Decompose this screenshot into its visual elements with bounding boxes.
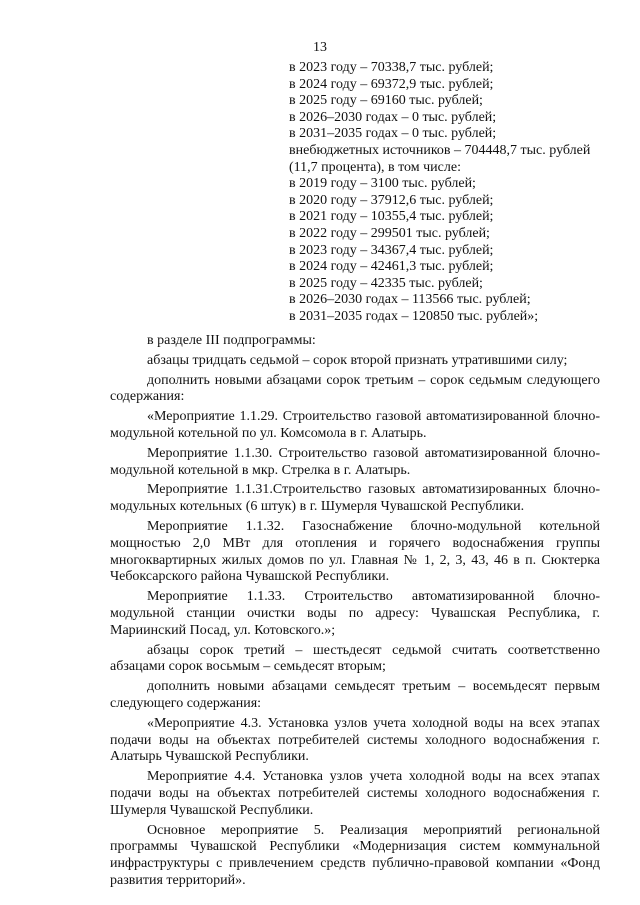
- funding-line: в 2024 году – 69372,9 тыс. рублей;: [289, 76, 494, 92]
- funding-line: в 2026–2030 годах – 113566 тыс. рублей;: [289, 292, 531, 308]
- funding-list: [289, 60, 601, 326]
- main-text: [110, 333, 600, 893]
- paragraph: в разделе III подпрограммы:: [147, 333, 316, 348]
- paragraph: «Мероприятие 1.1.29. Строительство газовой автоматизированной блочно-модульной котельной по ул. Комсомола в г. Алатырь.: [110, 409, 600, 441]
- paragraph: Мероприятие 1.1.32. Газоснабжение блочно-модульной котельной мощностью 2,0 МВт для отопления и горячего водоснабжения группы многоквартирных жилых домов по ул. Главная № 1, 2, 3, 43, 46 в п. Сюктерка Чебоксарского района Чувашской Республики.: [110, 518, 600, 585]
- paragraph: абзацы тридцать седьмой – сорок второй признать утратившими силу;: [147, 352, 568, 368]
- funding-line: в 2024 году – 42461,3 тыс. рублей;: [289, 259, 494, 275]
- funding-line: в 2020 году – 37912,6 тыс. рублей;: [289, 192, 494, 208]
- page-number: 13: [313, 40, 327, 55]
- funding-line: в 2019 году – 3100 тыс. рублей;: [289, 176, 476, 192]
- funding-line: в 2022 году – 299501 тыс. рублей;: [289, 225, 490, 241]
- funding-line: в 2031–2035 годах – 120850 тыс. рублей»;: [289, 308, 539, 324]
- funding-line: в 2023 году – 70338,7 тыс. рублей;: [289, 60, 494, 75]
- funding-line: в 2021 году – 10355,4 тыс. рублей;: [289, 209, 494, 225]
- funding-line: в 2031–2035 годах – 0 тыс. рублей;: [289, 126, 497, 142]
- paragraph: дополнить новыми абзацами семьдесят третьим – восемьдесят первым следующего содержания:: [110, 679, 600, 711]
- funding-line: в 2025 году – 69160 тыс. рублей;: [289, 93, 483, 109]
- funding-line: в 2025 году – 42335 тыс. рублей;: [289, 275, 483, 291]
- funding-line: в 2026–2030 годах – 0 тыс. рублей;: [289, 109, 497, 125]
- paragraph: «Мероприятие 4.3. Установка узлов учета холодной воды на всех этапах подачи воды на объектах потребителей системы холодного водоснабжения г. Алатырь Чувашской Республики.: [110, 715, 600, 765]
- funding-line: внебюджетных источников – 704448,7 тыс. рублей (11,7 процента), в том числе:: [289, 142, 591, 175]
- paragraph: Мероприятие 4.4. Установка узлов учета холодной воды на всех этапах подачи воды на объектах потребителей системы холодного водоснабжения г. Шумерля Чувашской Республики.: [110, 769, 600, 818]
- paragraph: Основное мероприятие 5. Реализация мероприятий региональной программы Чувашской Республики «Модернизация систем коммунальной инфраструктуры с привлечением средств публично-правовой компании «Фонд развития территорий».: [110, 822, 600, 888]
- paragraph: абзацы сорок третий – шестьдесят седьмой считать соответственно абзацами сорок восьмым – семьдесят вторым;: [110, 642, 600, 675]
- paragraph: дополнить новыми абзацами сорок третьим – сорок седьмым следующего содержания:: [110, 372, 600, 405]
- funding-line: в 2023 году – 34367,4 тыс. рублей;: [289, 242, 494, 258]
- paragraph: Мероприятие 1.1.31.Строительство газовых автоматизированных блочно-модульных котельных (6 штук) в г. Шумерля Чувашской Республики.: [110, 482, 600, 515]
- paragraph: Мероприятие 1.1.33. Строительство автоматизированной блочно-модульной станции очистки воды по адресу: Чувашская Республика, г. Мариинский Посад, ул. Котовского.»;: [110, 589, 600, 638]
- paragraph: Мероприятие 1.1.30. Строительство газовой автоматизированной блочно-модульной котельной в мкр. Стрелка в г. Алатырь.: [110, 445, 600, 478]
